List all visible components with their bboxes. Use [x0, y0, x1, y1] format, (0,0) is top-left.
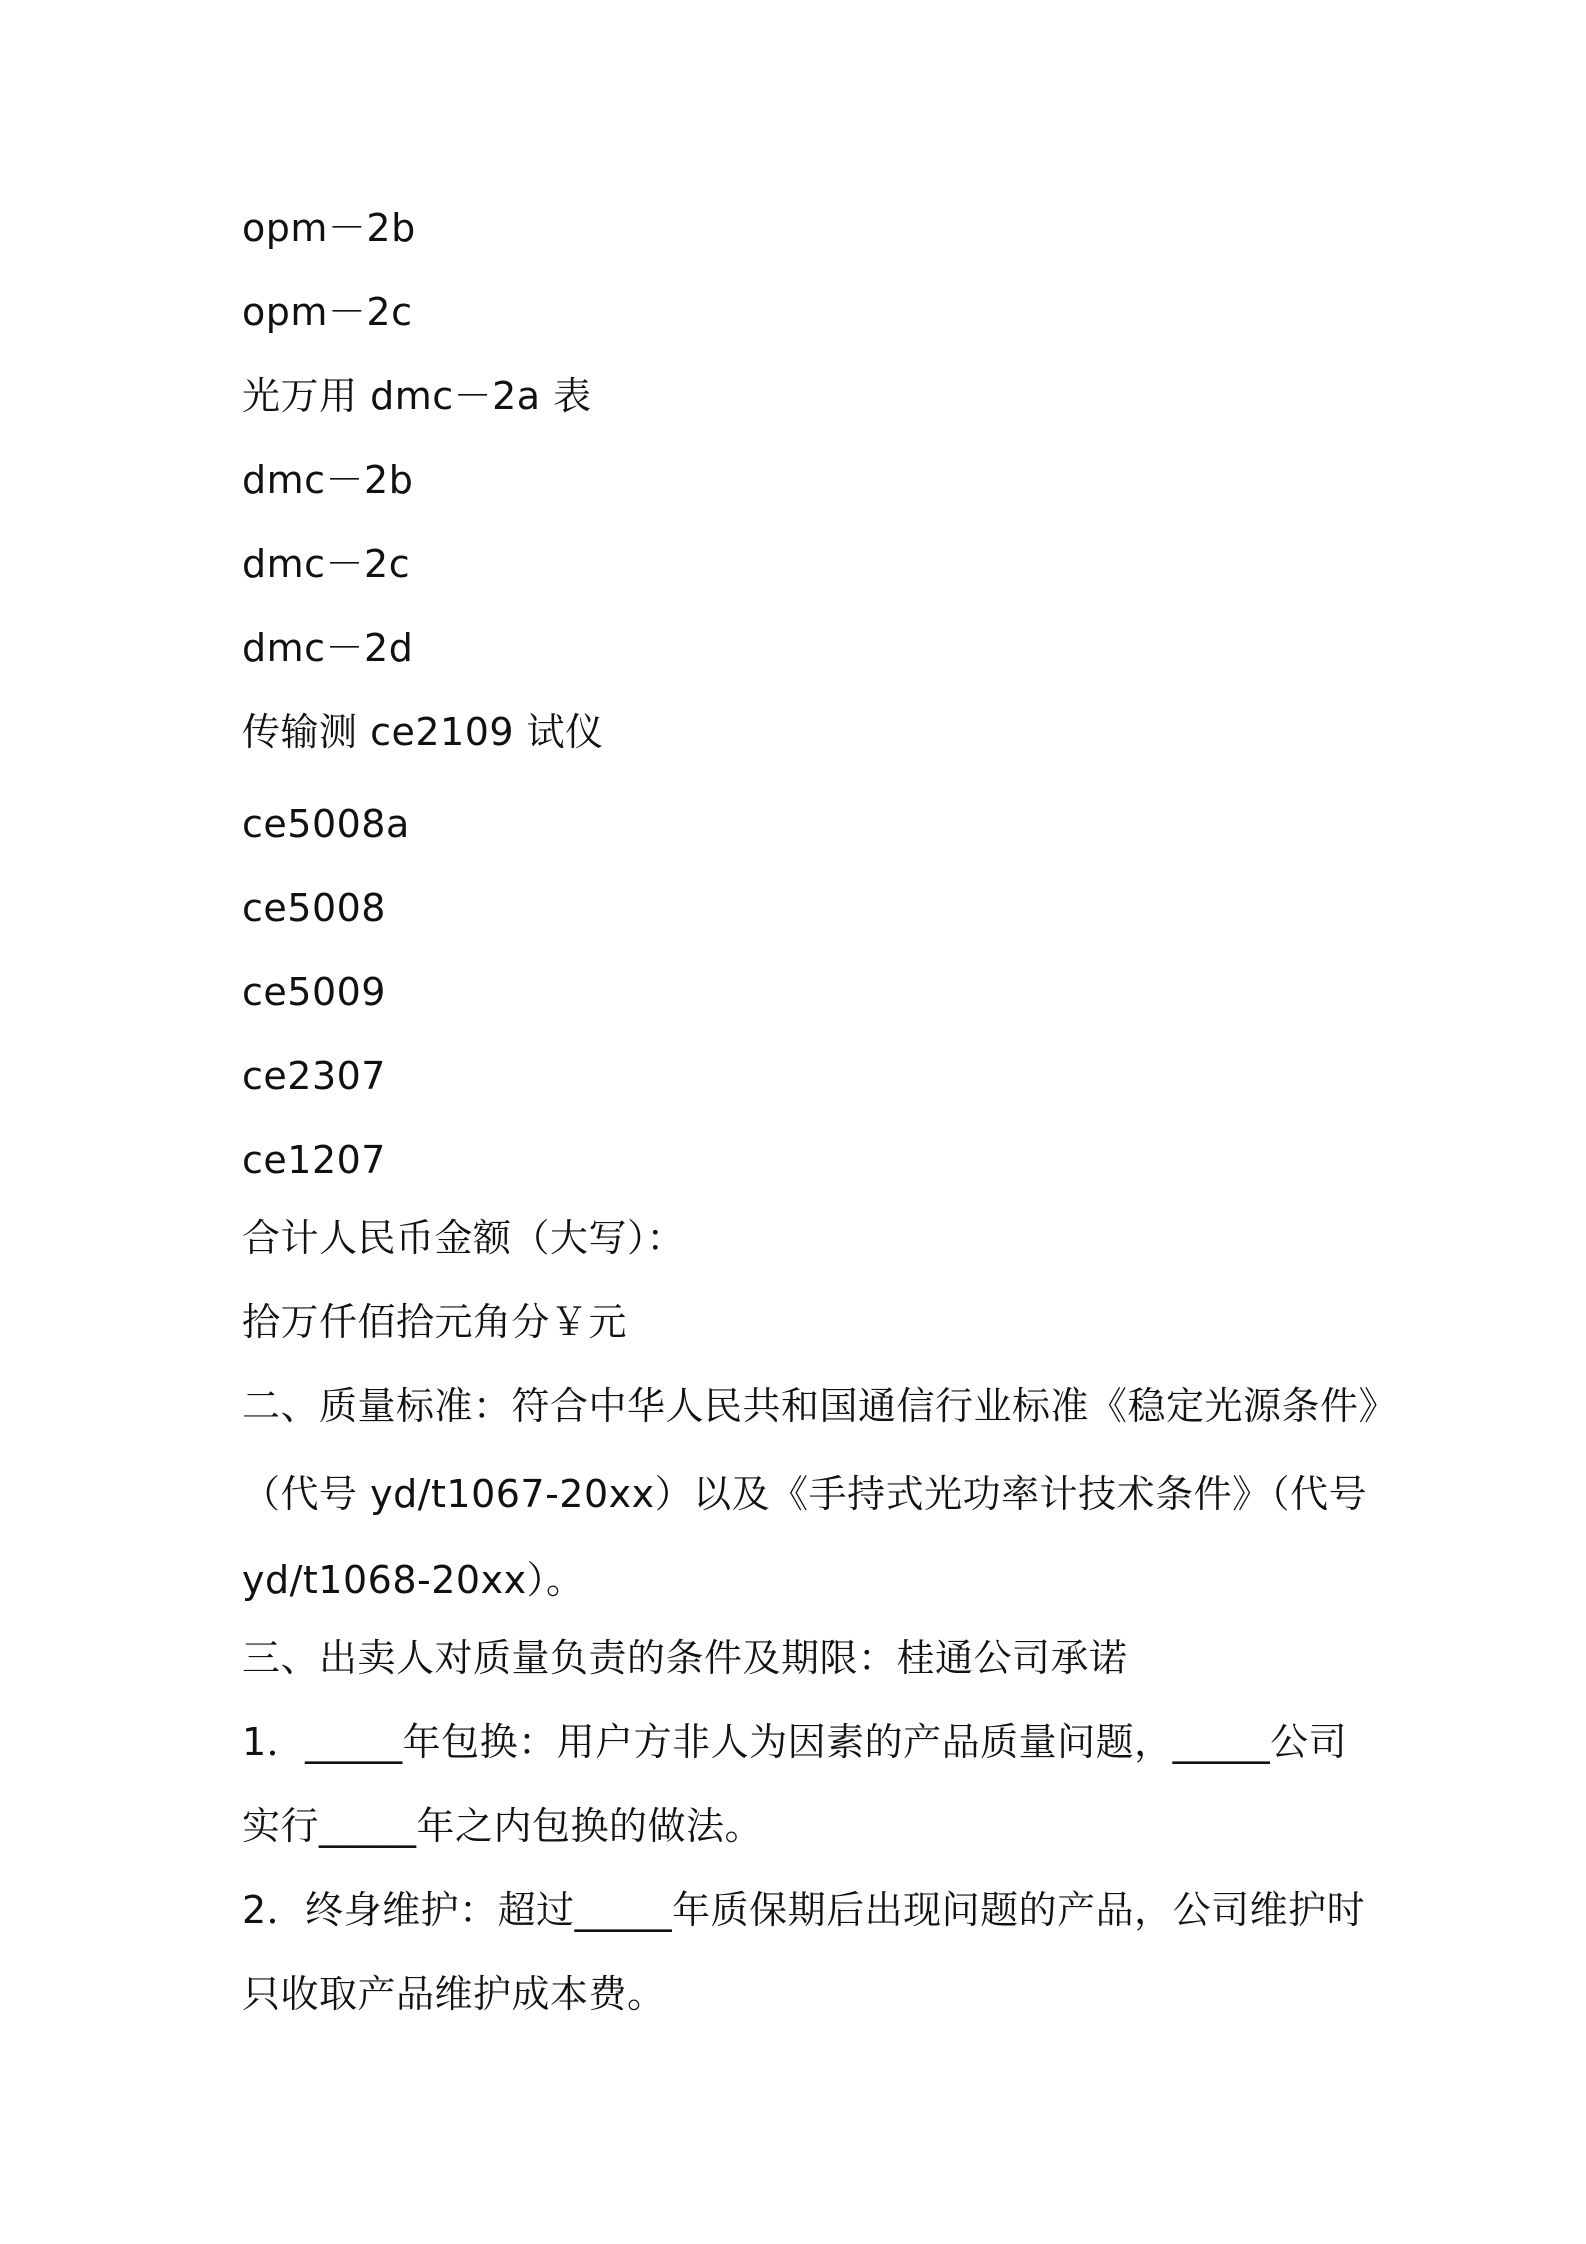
total-label: 合计人民币金额（大写）：: [242, 1216, 686, 1260]
item-line: ce5008: [242, 886, 386, 930]
clause2-line1: 2．终身维护：超过_____年质保期后出现问题的产品，公司维护时: [242, 1888, 1366, 1932]
item-line: 光万用 dmc－2a 表: [242, 374, 592, 418]
item-line: opm－2c: [242, 290, 413, 334]
clause1-line1: 1．_____年包换：用户方非人为因素的产品质量问题，_____公司: [242, 1720, 1348, 1764]
section2-line2: （代号 yd/t1067-20xx）以及《手持式光功率计技术条件》（代号: [242, 1472, 1368, 1516]
item-line: dmc－2c: [242, 542, 411, 586]
item-line: ce1207: [242, 1138, 386, 1182]
item-line: 传输测 ce2109 试仪: [242, 710, 604, 754]
item-line: dmc－2b: [242, 458, 414, 502]
section2-line1: 二、质量标准：符合中华人民共和国通信行业标准《稳定光源条件》: [242, 1384, 1398, 1428]
item-line: ce2307: [242, 1054, 386, 1098]
item-line: ce5009: [242, 970, 386, 1014]
item-line: ce5008a: [242, 802, 410, 846]
clause2-line2: 只收取产品维护成本费。: [242, 1972, 666, 2016]
total-value-line: 拾万仟佰拾元角分￥元: [242, 1300, 628, 1344]
section3-heading: 三、出卖人对质量负责的条件及期限：桂通公司承诺: [242, 1636, 1128, 1680]
clause1-line2: 实行_____年之内包换的做法。: [242, 1804, 764, 1848]
item-line: opm－2b: [242, 206, 416, 250]
item-line: dmc－2d: [242, 626, 414, 670]
section2-line3: yd/t1068-20xx）。: [242, 1558, 585, 1602]
